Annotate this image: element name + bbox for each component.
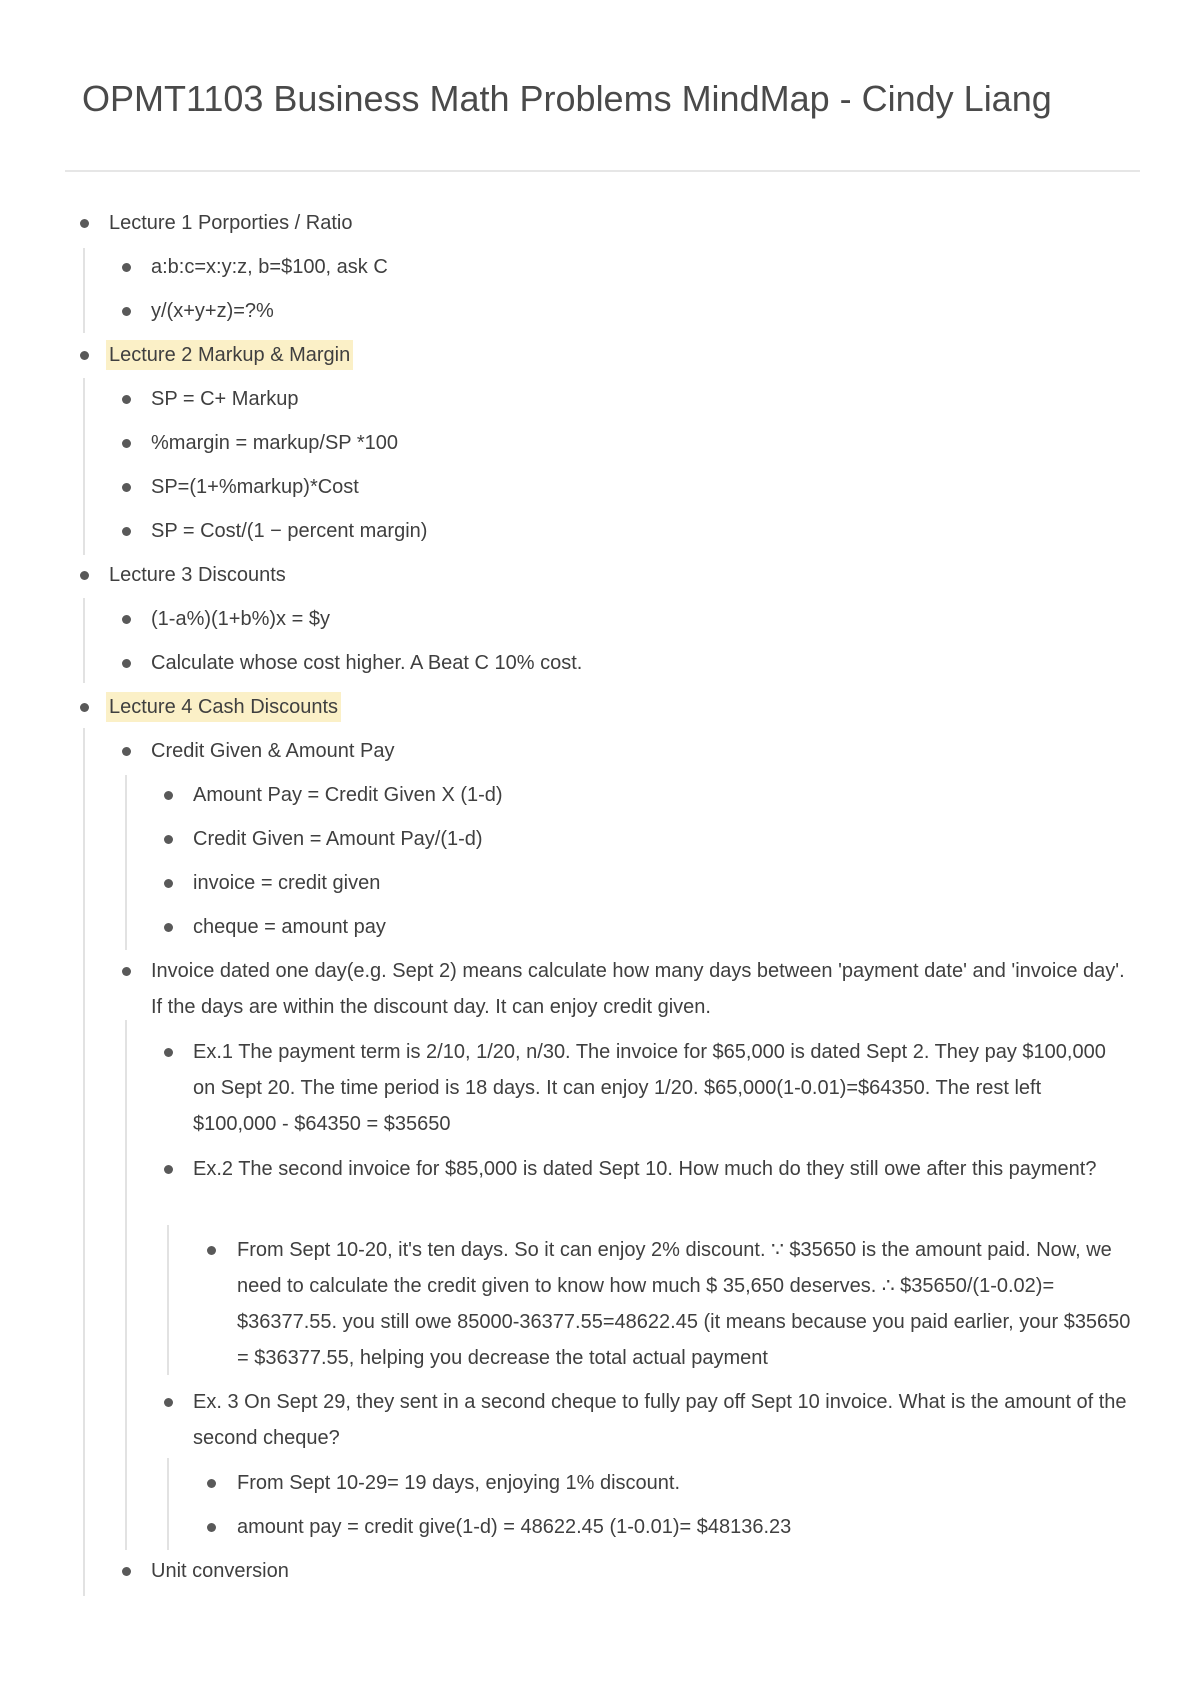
bullet-icon xyxy=(122,1567,131,1576)
list-item xyxy=(193,777,503,813)
item-text: Ex. 3 On Sept 29, they sent in a second cheque to fully pay off Sept 10 invoice. What is the amount of the second cheque? xyxy=(193,1391,1127,1449)
item-text: Credit Given & Amount Pay xyxy=(151,740,395,762)
item-text-highlighted: Lecture 2 Markup & Margin xyxy=(106,340,353,370)
bullet-icon xyxy=(122,747,131,756)
item-text-highlighted: Lecture 4 Cash Discounts xyxy=(106,692,341,722)
bullet-icon xyxy=(80,219,89,228)
bullet-icon xyxy=(80,703,89,712)
item-text: amount pay = credit give(1-d) = 48622.45 (1-0.01)= $48136.23 xyxy=(237,1516,792,1538)
list-item xyxy=(151,645,582,681)
guide-lecture-1 xyxy=(83,248,85,333)
bullet-icon xyxy=(122,483,131,492)
item-text: y/(x+y+z)=?% xyxy=(151,300,274,322)
bullet-icon xyxy=(164,923,173,932)
list-item xyxy=(109,557,286,593)
guide-lecture-4 xyxy=(83,728,85,1596)
bullet-icon xyxy=(207,1479,216,1488)
item-text: From Sept 10-29= 19 days, enjoying 1% discount. xyxy=(237,1472,681,1494)
item-text: Unit conversion xyxy=(151,1560,289,1582)
list-item xyxy=(109,689,341,725)
list-item xyxy=(237,1509,791,1545)
list-item xyxy=(151,601,330,637)
bullet-icon xyxy=(164,1398,173,1407)
bullet-icon xyxy=(122,439,131,448)
list-item xyxy=(193,1384,1128,1456)
item-text: invoice = credit given xyxy=(193,872,381,894)
item-text: Calculate whose cost higher. A Beat C 10% cost. xyxy=(151,652,583,674)
bullet-icon xyxy=(164,1165,173,1174)
item-text: (1-a%)(1+b%)x = $y xyxy=(151,608,330,630)
list-item xyxy=(151,733,394,769)
list-item xyxy=(151,469,359,505)
list-item xyxy=(151,249,388,285)
bullet-icon xyxy=(164,879,173,888)
guide-credit-given xyxy=(125,775,127,950)
page-title: OPMT1103 Business Math Problems MindMap - Cindy Liang xyxy=(82,78,1052,119)
item-text: cheque = amount pay xyxy=(193,916,386,938)
list-item xyxy=(151,953,1131,1025)
item-text: Lecture 1 Porporties / Ratio xyxy=(109,212,353,234)
bullet-icon xyxy=(164,791,173,800)
list-item xyxy=(237,1465,680,1501)
bullet-icon xyxy=(122,307,131,316)
list-item xyxy=(193,1151,1128,1187)
item-text: From Sept 10-20, it's ten days. So it can enjoy 2% discount. ∵ $35650 is the amount paid. Now, we need to calculate the credit given to know how much $ 35,650 deserves. ∴ $35650/(1-0.02)= $36377.55. you still owe 85000-36377.55=48622.45 (it means because you paid earlier, your $35650 = $36377.55, helping you decrease the total actual payment xyxy=(237,1239,1131,1369)
bullet-icon xyxy=(122,527,131,536)
bullet-icon xyxy=(122,263,131,272)
title-divider xyxy=(65,170,1140,172)
bullet-icon xyxy=(122,967,131,976)
item-text: Ex.2 The second invoice for $85,000 is dated Sept 10. How much do they still owe after this payment? xyxy=(193,1158,1097,1180)
bullet-icon xyxy=(122,395,131,404)
bullet-icon xyxy=(207,1246,216,1255)
list-item xyxy=(237,1232,1137,1376)
list-item xyxy=(151,513,427,549)
list-item xyxy=(193,1034,1128,1142)
bullet-icon xyxy=(164,835,173,844)
item-text: SP=(1+%markup)*Cost xyxy=(151,476,359,498)
bullet-icon xyxy=(80,571,89,580)
guide-lecture-2 xyxy=(83,378,85,555)
list-item xyxy=(109,337,353,373)
bullet-icon xyxy=(80,351,89,360)
item-text: SP = Cost/(1 − percent margin) xyxy=(151,520,428,542)
item-text: %margin = markup/SP *100 xyxy=(151,432,398,454)
guide-lecture-3 xyxy=(83,598,85,683)
guide-ex3 xyxy=(167,1458,169,1550)
guide-ex2 xyxy=(167,1225,169,1375)
list-item xyxy=(193,821,483,857)
list-item xyxy=(109,205,352,241)
guide-invoice-dated xyxy=(125,1020,127,1550)
bullet-icon xyxy=(122,615,131,624)
list-item xyxy=(193,865,380,901)
list-item xyxy=(193,909,386,945)
list-item xyxy=(151,1553,289,1589)
item-text: a:b:c=x:y:z, b=$100, ask C xyxy=(151,256,388,278)
list-item xyxy=(151,425,398,461)
item-text: Credit Given = Amount Pay/(1-d) xyxy=(193,828,483,850)
item-text: Ex.1 The payment term is 2/10, 1/20, n/30. The invoice for $65,000 is dated Sept 2. They pay $100,000 on Sept 20. The time period is 18 days. It can enjoy 1/20. $65,000(1-0.01)=$64350. The rest left $100,000 - $64350 = $35650 xyxy=(193,1041,1106,1135)
item-text: Lecture 3 Discounts xyxy=(109,564,286,586)
bullet-icon xyxy=(207,1523,216,1532)
item-text: Amount Pay = Credit Given X (1-d) xyxy=(193,784,503,806)
item-text: Invoice dated one day(e.g. Sept 2) means calculate how many days between 'payment date' and 'invoice day'. If the days are within the discount day. It can enjoy credit given. xyxy=(151,960,1125,1018)
item-text: SP = C+ Markup xyxy=(151,388,299,410)
bullet-icon xyxy=(122,659,131,668)
list-item xyxy=(151,293,274,329)
bullet-icon xyxy=(164,1048,173,1057)
list-item xyxy=(151,381,298,417)
